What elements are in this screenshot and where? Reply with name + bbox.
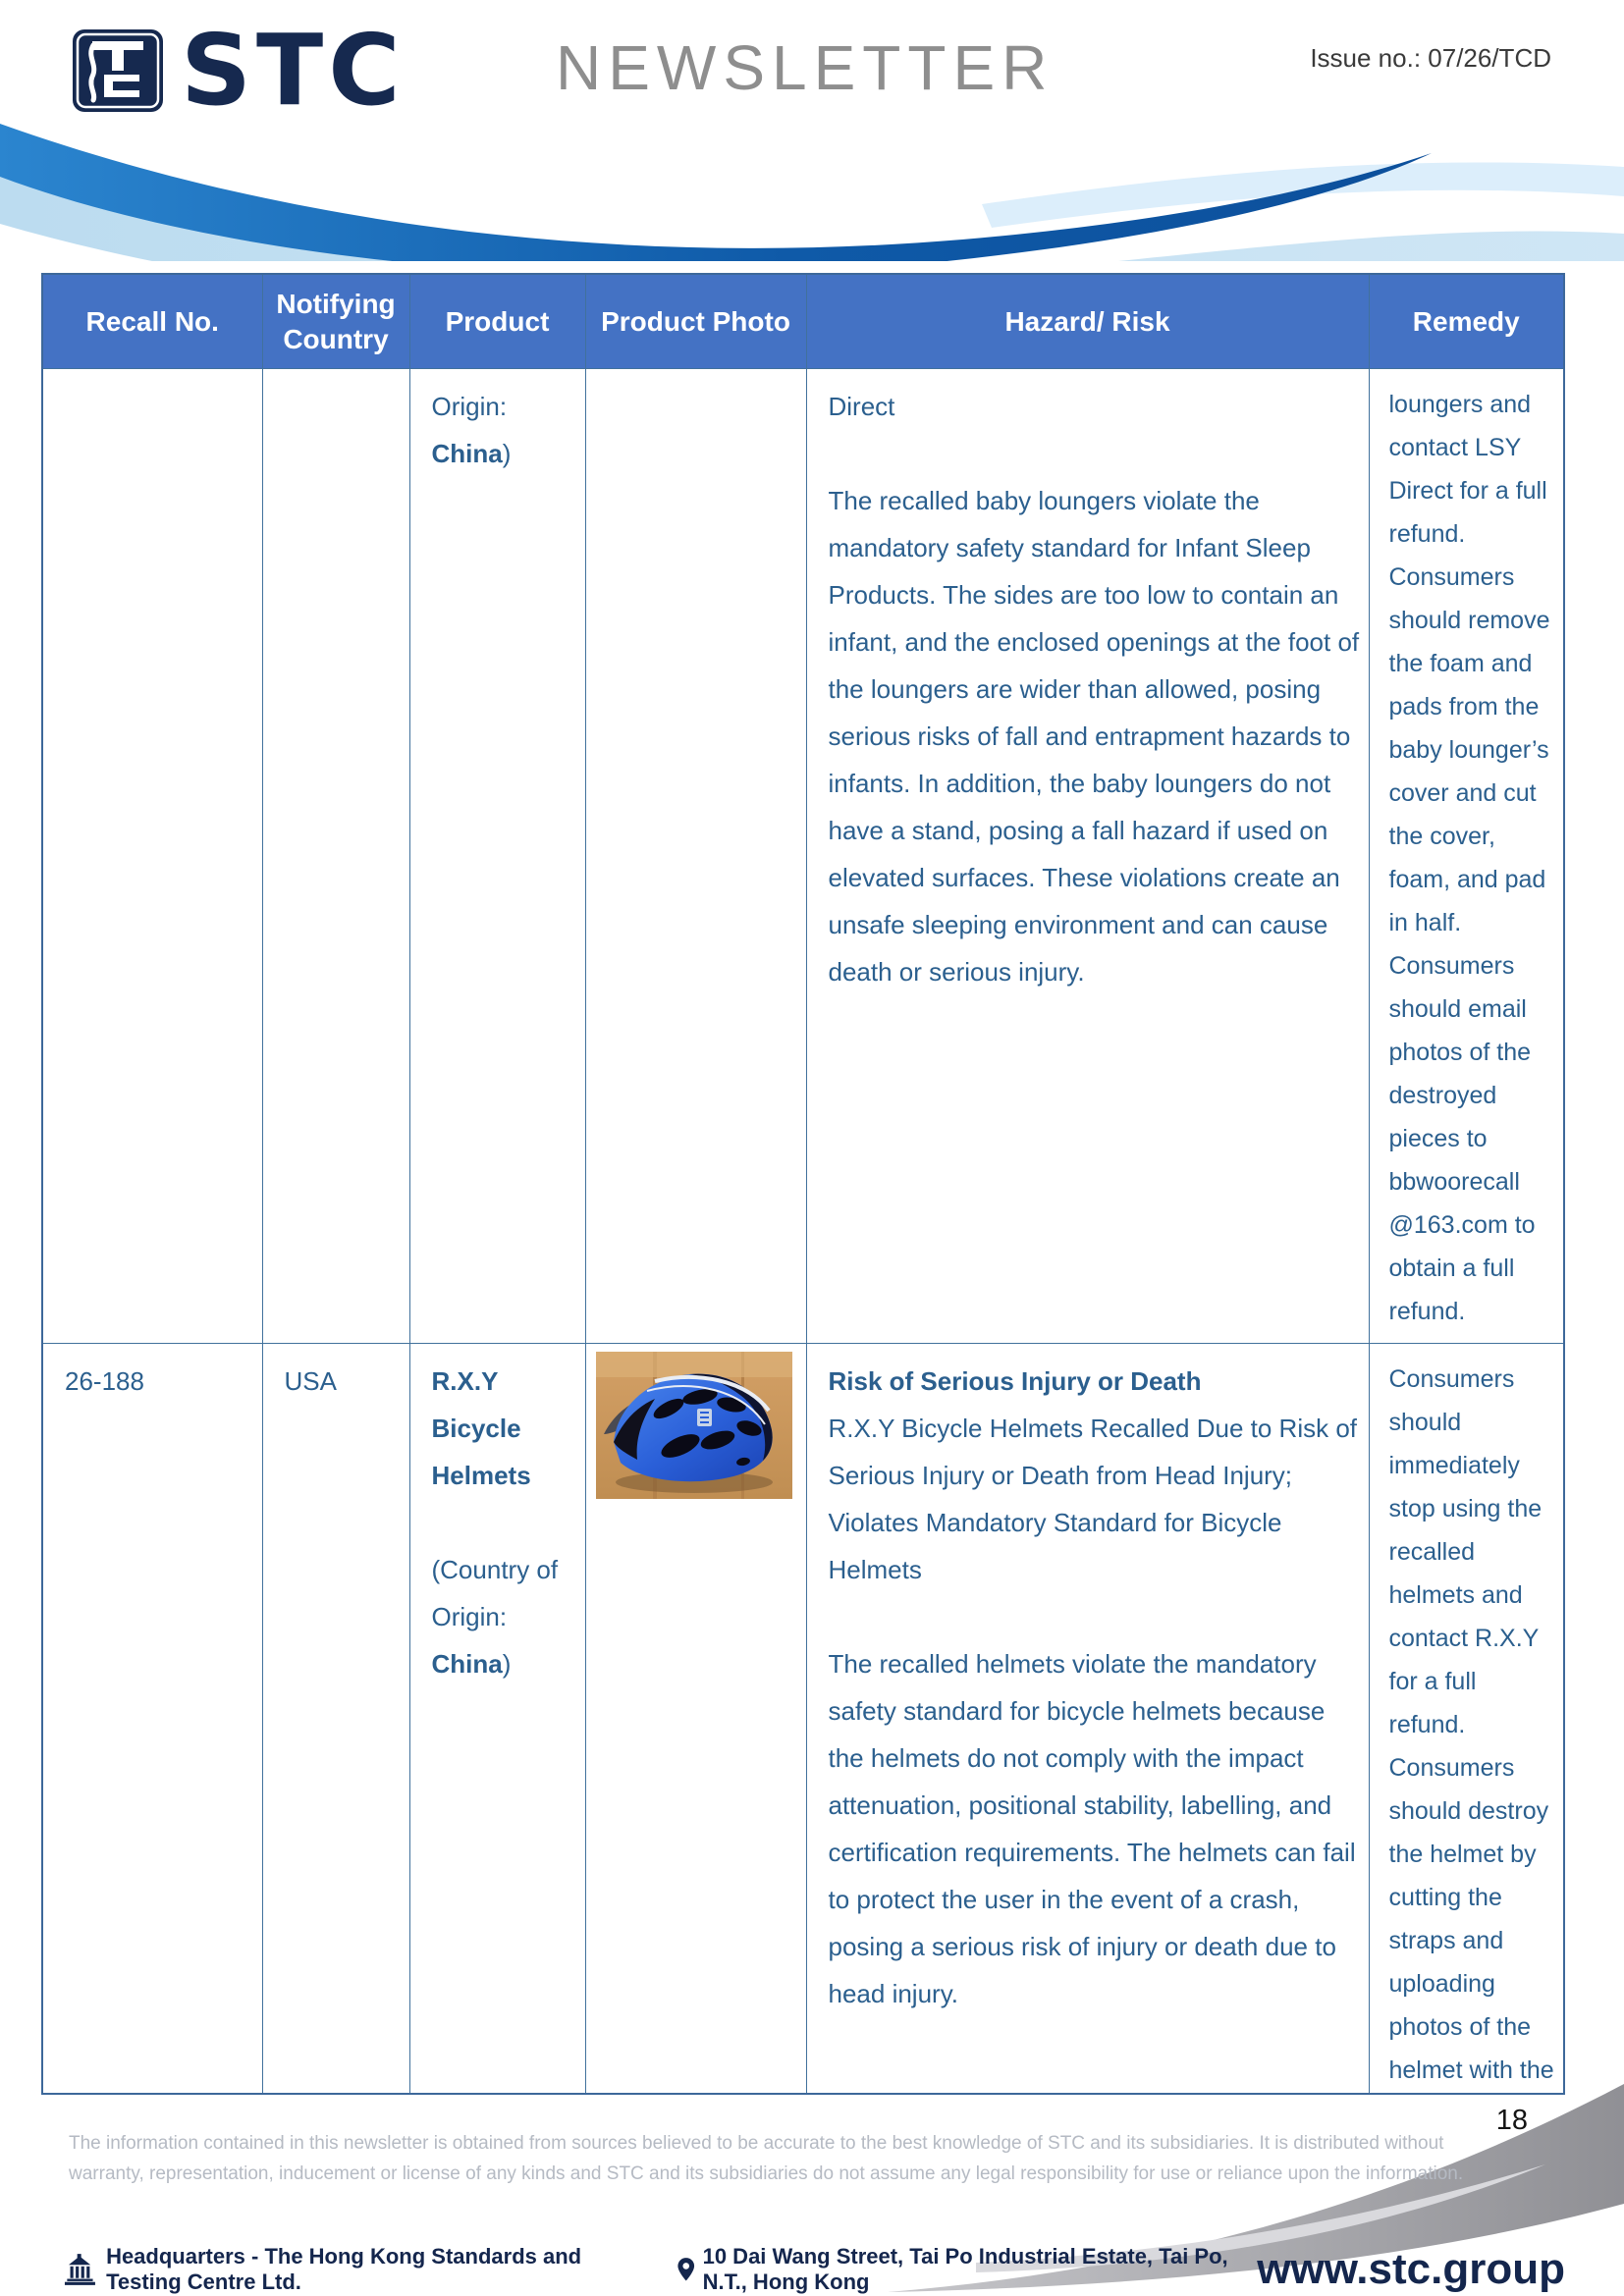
table-row-bicycle-helmets bbox=[42, 1344, 1564, 2094]
page-number: 18 bbox=[1495, 2105, 1528, 2136]
col-header-notifying-country: Notifying Country bbox=[262, 274, 409, 369]
stc-seal-icon bbox=[69, 26, 167, 116]
product-photo-cell bbox=[585, 369, 806, 1344]
col-header-recall-no: Recall No. bbox=[42, 274, 262, 369]
header-wave-graphic bbox=[0, 114, 1624, 261]
product-origin-value: (Country of Origin: China) bbox=[431, 1555, 559, 1679]
hazard-title: Risk of Serious Injury or Death bbox=[828, 1366, 1202, 1396]
hazard-risk-cell bbox=[806, 369, 1369, 1344]
product-name: R.X.Y Bicycle Helmets bbox=[431, 1366, 531, 1490]
col-header-product: Product bbox=[409, 274, 585, 369]
product-cell bbox=[409, 1344, 585, 2094]
hq-address: 10 Dai Wang Street, Tai Po Industrial Estate, Tai Po, N.T., Hong Kong bbox=[702, 2244, 1228, 2294]
issue-number: Issue no.: 07/26/TCD bbox=[1310, 43, 1551, 73]
notifying-country-cell: USA bbox=[262, 1344, 409, 2094]
disclaimer bbox=[69, 2128, 1463, 2189]
stc-logo-text: STC bbox=[181, 13, 406, 128]
recall-table bbox=[41, 273, 1565, 2095]
product-photo-cell bbox=[585, 1344, 806, 2094]
hazard-intro: Direct bbox=[828, 392, 895, 421]
remedy-cell: Consumers should immediately stop using the recalled helmets and contact R.X.Y for a full refund. Consumers should destroy the helmet by cutting the straps and uploading photos of the helmet with the bbox=[1369, 1344, 1564, 2094]
recall-no-cell bbox=[42, 369, 262, 1344]
product-origin-label: Origin: bbox=[431, 392, 508, 421]
footer-address-bar bbox=[61, 2244, 1565, 2295]
product-cell bbox=[409, 369, 585, 1344]
hq-label: Headquarters - The Hong Kong Standards and Testing Centre Ltd. bbox=[106, 2244, 582, 2294]
product-origin-value: China) bbox=[431, 439, 512, 468]
newsletter-title: NEWSLETTER bbox=[556, 32, 1055, 103]
hazard-risk-cell bbox=[806, 1344, 1369, 2094]
hazard-body: The recalled baby loungers violate the mandatory safety standard for Infant Sleep Products. The sides are too low to contain an infant, and the enclosed openings at the foot of the loungers are wider than allowed, posing serious risks of fall and entrapment hazards to infants. In addition, the baby loungers do not have a stand, posing a fall hazard if used on elevated surfaces. These violations create an unsafe sleeping environment and can cause death or serious injury. bbox=[828, 486, 1360, 987]
col-header-hazard-risk: Hazard/ Risk bbox=[806, 274, 1369, 369]
stc-logo bbox=[69, 13, 406, 128]
table-row-baby-loungers bbox=[42, 369, 1564, 1344]
location-pin-icon bbox=[677, 2255, 694, 2284]
remedy-cell: loungers and contact LSY Direct for a full refund. Consumers should remove the foam and pads from the baby lounger’s cover and cut the cover, foam, and pad in half. Consumers should email photos of the destroyed pieces to bbwoorecall @163.com to obtain a full refund. bbox=[1369, 369, 1564, 1344]
col-header-remedy: Remedy bbox=[1369, 274, 1564, 369]
col-header-product-photo: Product Photo bbox=[585, 274, 806, 369]
disclaimer-line: The information contained in this newsletter is obtained from sources believed to be accurate to the best knowledge of STC and its subsidiaries. It is distributed without bbox=[69, 2133, 1444, 2154]
website-url: www.stc.group bbox=[1257, 2245, 1565, 2293]
disclaimer-line: warranty, representation, inducement or license of any kinds and STC and its subsidiaries do not assume any legal responsibility for use or reliance upon the information. bbox=[69, 2163, 1464, 2184]
notifying-country-cell bbox=[262, 369, 409, 1344]
hazard-subtitle: R.X.Y Bicycle Helmets Recalled Due to Risk of Serious Injury or Death from Head Injury; Violates Mandatory Standard for Bicycle Helmets bbox=[828, 1414, 1357, 1584]
hazard-body: The recalled helmets violate the mandatory safety standard for bicycle helmets because the helmets do not comply with the impact attenuation, positional stability, labelling, and certification requirements. The helmets can fail to protect the user in the event of a crash, posing a serious risk of injury or death due to head injury. bbox=[828, 1649, 1356, 2008]
building-icon bbox=[61, 2250, 97, 2289]
recall-no-cell: 26-188 bbox=[42, 1344, 262, 2094]
bicycle-helmet-photo bbox=[596, 1352, 792, 1499]
table-header-row bbox=[42, 274, 1564, 369]
